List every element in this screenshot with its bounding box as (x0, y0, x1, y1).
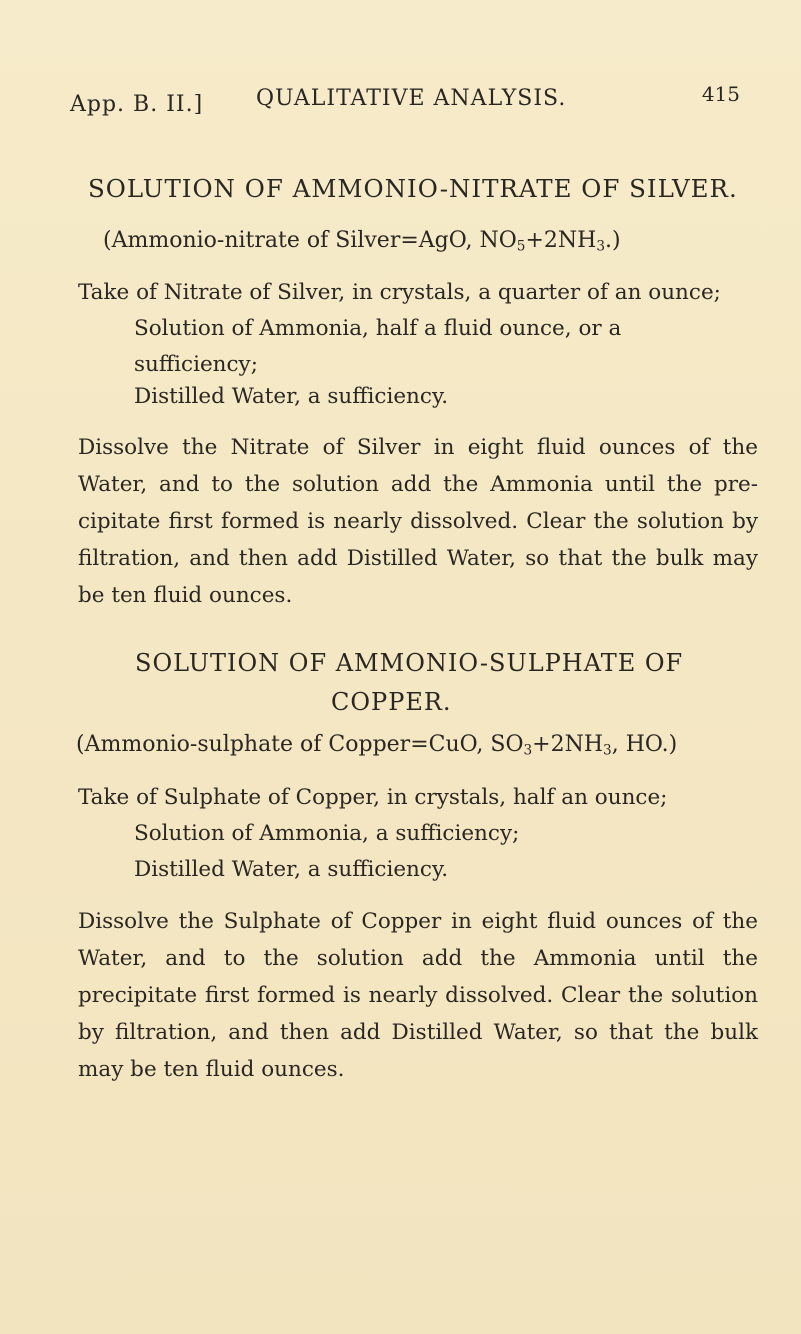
formula-subscript: 3 (603, 742, 612, 759)
page-number: 415 (701, 82, 740, 106)
formula-text: +2NH (532, 732, 604, 757)
formula-text: (Ammonio-nitrate of Silver=AgO, NO (103, 228, 517, 253)
section1-ingredient: Distilled Water, a sufficiency. (134, 384, 449, 409)
section2-ingredient: Distilled Water, a sufficiency. (134, 857, 449, 882)
section1-formula (103, 228, 621, 253)
section1-ingredient: Solution of Ammonia, half a fluid ounce, or a (134, 316, 622, 341)
formula-subscript: 3 (523, 742, 533, 759)
section1-directions: Dissolve the Nitrate of Silver in eight fluid ounces of the Water, and to the solution add the Ammonia until the pre-cipitate first formed is nearly dissolved. Clear the solution by filtration, and then add Distilled Water, so that the bulk may be ten fluid ounces. (78, 435, 758, 608)
formula-text: , HO.) (611, 732, 678, 757)
formula-text: +2NH (525, 228, 597, 253)
section2-title-line1: SOLUTION OF AMMONIO-SULPHATE OF (135, 649, 684, 677)
formula-subscript: 5 (516, 238, 526, 255)
section2-formula (76, 732, 677, 757)
formula-text: .) (605, 228, 621, 253)
section1-ingredient: sufficiency; (134, 352, 258, 377)
formula-subscript: 3 (596, 238, 605, 255)
section2-ingredient: Take of Sulphate of Copper, in crystals, half an ounce; (78, 785, 668, 810)
section1-title: SOLUTION OF AMMONIO-NITRATE OF SILVER. (88, 174, 738, 203)
running-header (70, 82, 740, 126)
header-section-ref: App. B. II.] (70, 92, 204, 117)
section1-ingredient: Take of Nitrate of Silver, in crystals, a quarter of an ounce; (78, 280, 721, 305)
section2-title-line2: COPPER. (331, 688, 452, 716)
section2-directions: Dissolve the Sulphate of Copper in eight fluid ounces of the Water, and to the solution add the Ammonia until the precipitate first formed is nearly dissolved. Clear the solution by filtration, and then add Distilled Water, so that the bulk may be ten fluid ounces. (78, 909, 758, 1082)
section2-ingredient: Solution of Ammonia, a sufficiency; (134, 821, 520, 846)
header-title: QUALITATIVE ANALYSIS. (256, 86, 567, 111)
formula-text: (Ammonio-sulphate of Copper=CuO, SO (76, 732, 524, 757)
